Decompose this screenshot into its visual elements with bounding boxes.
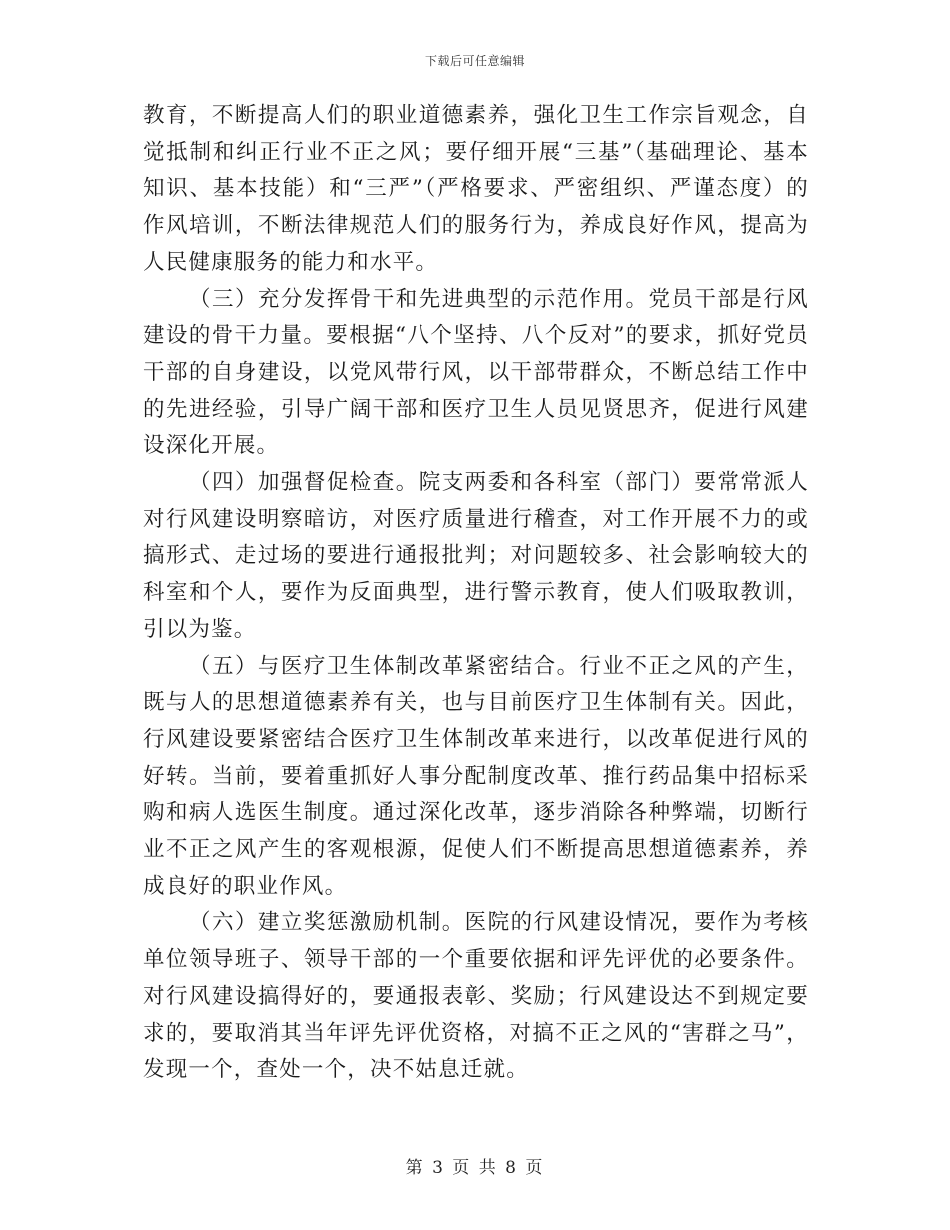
paragraph-section-6: （六）建立奖惩激励机制。医院的行风建设情况，要作为考核单位领导班子、领导干部的一个重要依据和评先评优的必要条件。对行风建设搞得好的，要通报表彰、奖励；行风建设达不到规定要求的，要取消其当年评先评优资格，对搞不正之风的“害群之马”，发现一个，查处一个，决不姑息迁就。 (143, 910, 809, 1083)
paragraph-section-3: （三）充分发挥骨干和先进典型的示范作用。党员干部是行风建设的骨干力量。要根据“八个坚持、八个反对”的要求，抓好党员干部的自身建设，以党风带行风，以干部带群众，不断总结工作中的先进经验，引导广阔干部和医疗卫生人员见贤思齐，促进行风建设深化开展。 (143, 286, 809, 459)
paragraph-section-4: （四）加强督促检查。院支两委和各科室（部门）要常常派人对行风建设明察暗访，对医疗质量进行稽查，对工作开展不力的或搞形式、走过场的要进行通报批判；对问题较多、社会影响较大的科室和个人，要作为反面典型，进行警示教育，使人们吸取教训，引以为鉴。 (143, 470, 809, 642)
page-header-note: 下载后可任意编辑 (424, 54, 525, 68)
paragraph-continuation: 教育，不断提高人们的职业道德素养，强化卫生工作宗旨观念，自觉抵制和纠正行业不正之风；要仔细开展“三基”（基础理论、基本知识、基本技能）和“三严”（严格要求、严密组织、严谨态度）的作风培训，不断法律规范人们的服务行为，养成良好作风，提高为人民健康服务的能力和水平。 (143, 103, 809, 275)
document-body (143, 98, 809, 1089)
paragraph-section-5: （五）与医疗卫生体制改革紧密结合。行业不正之风的产生，既与人的思想道德素养有关，也与目前医疗卫生体制有关。因此，行风建设要紧密结合医疗卫生体制改革来进行，以改革促进行风的好转。当前，要着重抓好人事分配制度改革、推行药品集中招标采购和病人选医生制度。通过深化改革，逐步消除各种弊端，切断行业不正之风产生的客观根源，促使人们不断提高思想道德素养，养成良好的职业作风。 (143, 653, 809, 899)
page-number-footer: 第 3 页 共 8 页 (405, 1158, 545, 1178)
